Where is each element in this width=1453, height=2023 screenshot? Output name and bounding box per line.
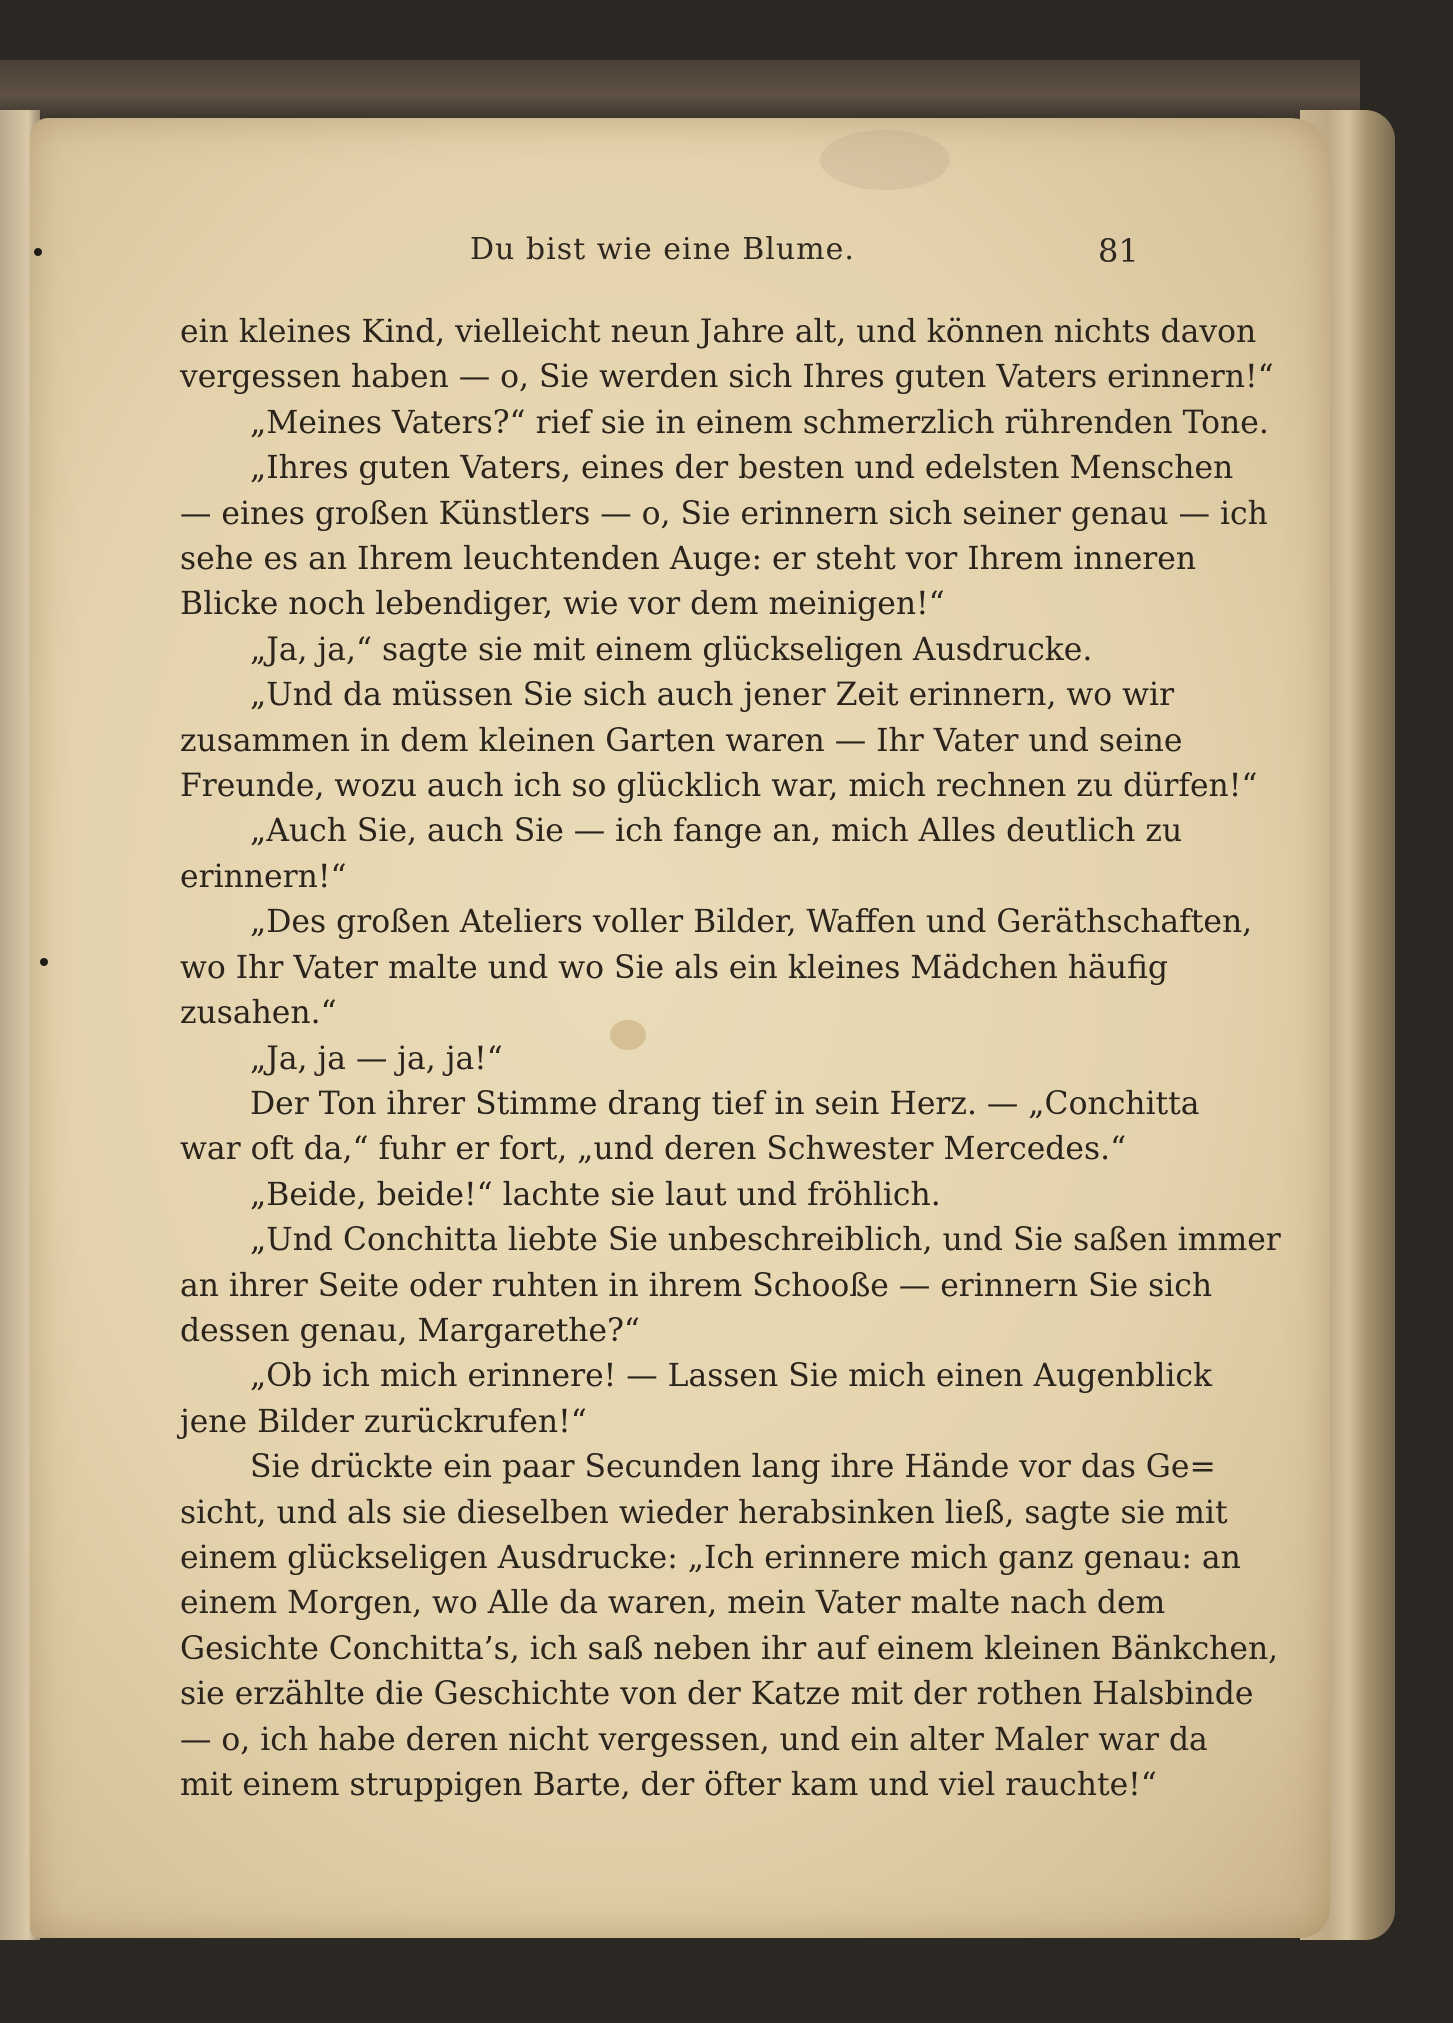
margin-mark bbox=[34, 248, 42, 256]
text-line: „Meines Vaters?“ rief sie in einem schmerzlich rührenden Tone. bbox=[250, 404, 1269, 441]
text-line: jene Bilder zurückrufen!“ bbox=[180, 1403, 587, 1440]
text-line: „Auch Sie, auch Sie — ich fange an, mich Alles deutlich zu bbox=[250, 813, 1183, 850]
book-cover-edge bbox=[0, 60, 1360, 120]
text-line: Gesichte Conchitta’s, ich saß neben ihr auf einem kleinen Bänkchen, bbox=[180, 1630, 1279, 1667]
text-line: „Und Conchitta liebte Sie unbeschreiblich, und Sie saßen immer bbox=[250, 1222, 1281, 1259]
text-line: „Ob ich mich erinnere! — Lassen Sie mich einen Augenblick bbox=[250, 1358, 1213, 1395]
text-line: „Ihres guten Vaters, eines der besten und edelsten Menschen bbox=[250, 450, 1234, 487]
text-line: vergessen haben — o, Sie werden sich Ihres guten Vaters erinnern!“ bbox=[180, 359, 1274, 396]
text-line: „Des großen Ateliers voller Bilder, Waffen und Geräthschaften, bbox=[250, 904, 1253, 941]
page-body bbox=[180, 310, 1281, 1808]
text-line: — eines großen Künstlers — o, Sie erinnern sich seiner genau — ich bbox=[180, 495, 1268, 532]
text-line: sicht, und als sie dieselben wieder herabsinken ließ, sagte sie mit bbox=[180, 1494, 1228, 1531]
text-line: dessen genau, Margarethe?“ bbox=[180, 1312, 640, 1349]
text-line: „Und da müssen Sie sich auch jener Zeit erinnern, wo wir bbox=[250, 677, 1175, 714]
text-line: Freunde, wozu auch ich so glücklich war, mich rechnen zu dürfen!“ bbox=[180, 768, 1258, 805]
page-number: 81 bbox=[1098, 232, 1139, 270]
text-line: wo Ihr Vater malte und wo Sie als ein kleines Mädchen häufig bbox=[180, 949, 1168, 986]
text-line: einem Morgen, wo Alle da waren, mein Vater malte nach dem bbox=[180, 1585, 1166, 1622]
text-line: ein kleines Kind, vielleicht neun Jahre alt, und können nichts davon bbox=[180, 314, 1257, 350]
margin-mark bbox=[40, 958, 48, 966]
text-line: „Beide, beide!“ lachte sie laut und fröhlich. bbox=[250, 1176, 941, 1213]
text-line: Der Ton ihrer Stimme drang tief in sein Herz. — „Conchitta bbox=[250, 1085, 1200, 1122]
text-line: „Ja, ja — ja, ja!“ bbox=[250, 1040, 503, 1077]
running-title: Du bist wie eine Blume. bbox=[470, 232, 855, 267]
text-line: an ihrer Seite oder ruhten in ihrem Schooße — erinnern Sie sich bbox=[180, 1267, 1213, 1304]
text-line: Blicke noch lebendiger, wie vor dem meinigen!“ bbox=[180, 586, 945, 623]
text-line: zusammen in dem kleinen Garten waren — Ihr Vater und seine bbox=[180, 722, 1183, 759]
text-line: sie erzählte die Geschichte von der Katze mit der rothen Halsbinde bbox=[180, 1676, 1254, 1713]
text-line: einem glückseligen Ausdrucke: „Ich erinnere mich ganz genau: an bbox=[180, 1539, 1241, 1576]
page-smudge bbox=[820, 130, 950, 190]
text-line: mit einem struppigen Barte, der öfter kam und viel rauchte!“ bbox=[180, 1767, 1157, 1803]
text-line: zusahen.“ bbox=[180, 995, 337, 1032]
text-line: sehe es an Ihrem leuchtenden Auge: er steht vor Ihrem inneren bbox=[180, 541, 1197, 578]
text-line: Sie drückte ein paar Secunden lang ihre Hände vor das Ge= bbox=[250, 1449, 1216, 1486]
text-line: war oft da,“ fuhr er fort, „und deren Schwester Mercedes.“ bbox=[180, 1131, 1127, 1168]
text-line: — o, ich habe deren nicht vergessen, und ein alter Maler war da bbox=[180, 1721, 1208, 1758]
text-line: „Ja, ja,“ sagte sie mit einem glückseligen Ausdrucke. bbox=[250, 631, 1093, 668]
text-line: erinnern!“ bbox=[180, 858, 347, 895]
